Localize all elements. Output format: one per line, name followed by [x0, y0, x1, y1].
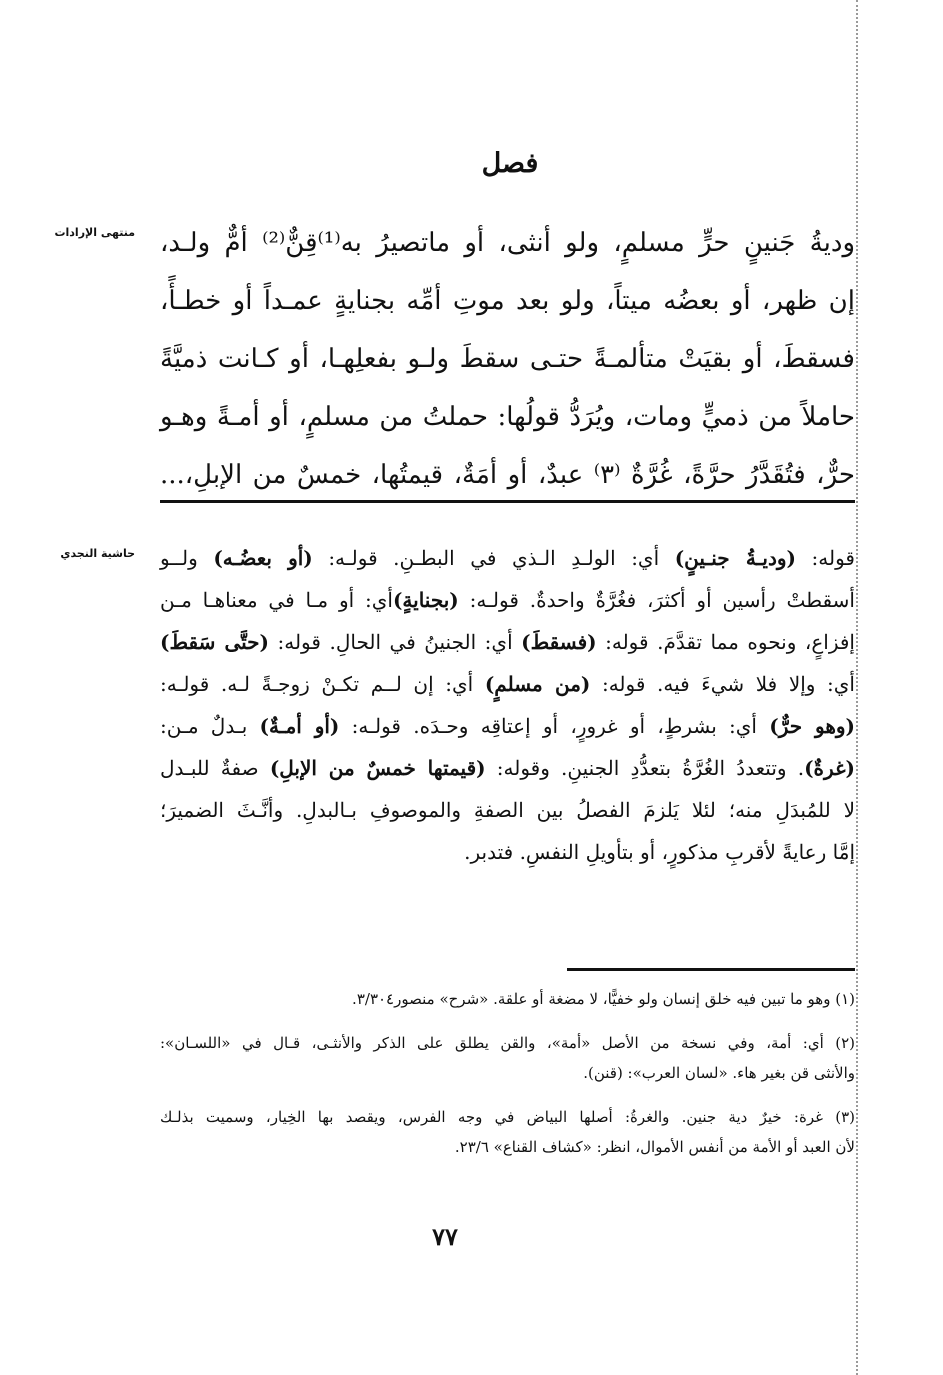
quoted-phrase: (حتَّى سَقطَ): [160, 630, 269, 654]
hashiya-source-label: حاشية النجدي: [60, 547, 135, 560]
matn-line: حاملاً من ذميٍّ ومات، ويُرَدُّ قولُها: حملتُ من مسلمٍ، أو أمـةً وهـو: [160, 402, 855, 432]
footnote-line: (١) وهو ما تبين فيه خلق إنسان ولو خفيًّا، لا مضغة أو علقة. «شرح» منصور٣/٣٠٤.: [352, 990, 855, 1008]
quoted-phrase: (قيمتها خمسٌ من الإبلِ): [269, 756, 486, 780]
page-number: ٧٧: [432, 1222, 458, 1251]
hashiya-line: لا للمُبدَلِ منه؛ لئلا يَلزمَ الفصلُ بين الصفةِ والموصوفِ بـالبدلِ. وأنَّـثَ الضميرَ؛: [160, 798, 855, 822]
hashiya-line: إفزاعٍ، ونحوه مما تقدَّمَ. قوله: (فسقطَ) أي: الجنينُ في الحالِ. قوله: (حتَّى سَقطَ): [160, 630, 855, 654]
quoted-phrase: (بجنايةٍ): [392, 588, 459, 612]
hashiya-line: (وهو حرٌّ) أي: بشرطٍ، أو غرورٍ، أو إعتاقِه وحـدَه. قولـه: (أو أمـةٌ) بـدلٌ مـن:: [160, 714, 855, 738]
hashiya-line: أي: وإلا فلا شيءَ فيه. قوله: (من مسلمٍ) أي: إن لــم تكـنْ زوجـةً لـه. قولـه:: [160, 672, 855, 696]
matn-line: وديةُ جَنينٍ حرٍّ مسلمٍ، ولو أنثى، أو ماتصيرُ به⁽¹⁾قِنٌّ⁽²⁾ أمٌّ ولـد،: [160, 228, 855, 258]
matn-line: فسقطَ، أو بقيَتْ متألمـةً حتـى سقطَ ولـو بفعلِهـا، أو كـانت ذميَّةً: [160, 344, 855, 374]
matn-line: إن ظهر، أو بعضُه ميتاً، ولو بعد موتِ أمِّه بجنايةٍ عمـداً أو خطـأً،: [160, 286, 855, 316]
matn-divider: [160, 500, 855, 503]
footnote-line: لأن العبد أو الأمة من أنفس الأموال، انظر: «كشاف القناع» ٢٣/٦.: [454, 1138, 855, 1156]
quoted-phrase: (من مسلمٍ): [484, 672, 591, 696]
quoted-phrase: (وديـةُ جنـينٍ): [674, 546, 796, 570]
hashiya-line: إمَّا رعايةً لأقربِ مذكورٍ، أو بتأويلِ النفسِ. فتدبر.: [464, 840, 855, 864]
quoted-phrase: (أو بعضُـه): [213, 546, 313, 570]
quoted-phrase: (غرةٌ): [804, 756, 855, 780]
quoted-phrase: (وهو حرٌّ): [769, 714, 855, 738]
footnotes-divider: [567, 968, 855, 971]
section-title: فصل: [481, 148, 539, 179]
quoted-phrase: (أو أمـةٌ): [259, 714, 340, 738]
hashiya-line: أسقطتْ رأسين أو أكثرَ، فغُرَّةٌ واحدةٌ. قولـه: (بجنايةٍ)أي: أو مـا في معناهـا مـن: [160, 588, 855, 612]
matn-text: [160, 214, 855, 504]
footnotes: [160, 984, 855, 1162]
footnote-line: والأنثى قن بغير هاء. «لسان العرب»: (قنن).: [583, 1064, 855, 1082]
matn-source-label: منتهى الإرادات: [54, 226, 135, 239]
quoted-phrase: (فسقطَ): [521, 630, 597, 654]
hashiya-line: (غرةٌ). وتتعددُ الغُرَّةُ بتعدُّدِ الجنينِ. وقوله: (قيمتها خمسٌ من الإبلِ) صفةٌ للبـدل: [160, 756, 855, 780]
matn-line: حرٌّ، فتُقَدَّرُ حرَّةً، غُرَّةٌ ⁽٣⁾ عبدٌ، أو أمَةٌ، قيمتُها، خمسٌ من الإبلِ،...: [160, 460, 855, 490]
hashiya-line: قوله: (وديـةُ جنـينٍ) أي: الولـدِ الـذي في البطـنِ. قولـه: (أو بعضُـه) ولــو: [160, 546, 855, 570]
footnote-line: (٢) أي: أمة، وفي نسخة من الأصل «أمة»، والقن يطلق على الذكر والأنثـى، قـال في «اللسـان»:: [160, 1034, 855, 1052]
footnote-line: (٣) غرة: خيرٌ دية جنين. والغرةُ: أصلها البياض في وجه الفرس، ويقصد بها الخِيار، وسميت بذلـك: [160, 1108, 855, 1126]
hashiya-commentary: [160, 537, 855, 873]
page-edge-dotted-line: [856, 0, 858, 1375]
